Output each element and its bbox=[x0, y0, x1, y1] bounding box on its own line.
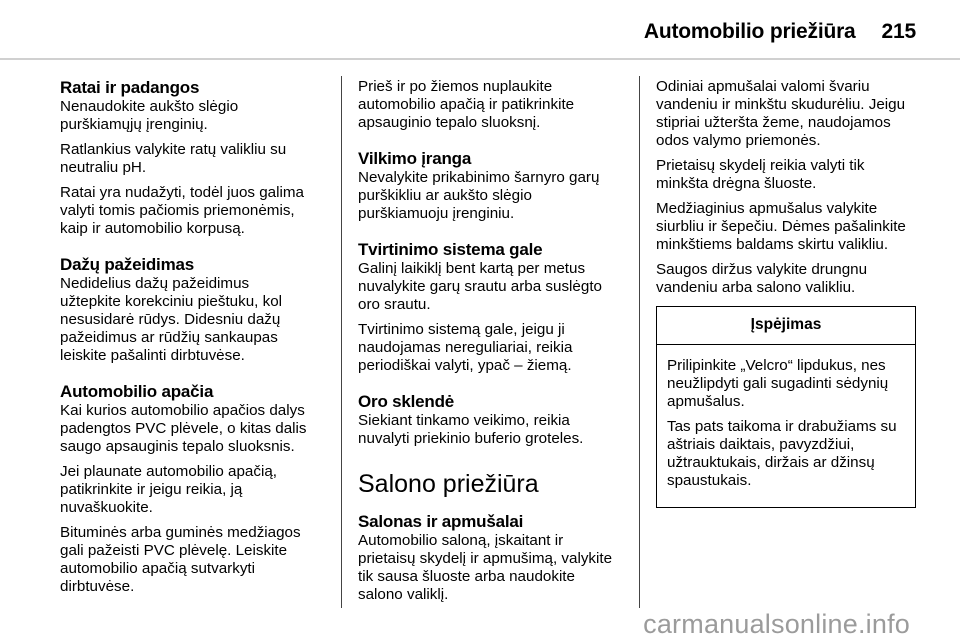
paragraph-underbody-2: Jei plaunate automobilio apačią, patikrinkite ir jeigu reikia, ją nuvaškuokite. bbox=[60, 463, 277, 516]
paragraph-underbody-4: Prieš ir po žiemos nuplaukite automobilio apačią ir patikrinkite apsauginio tepalo sluoksnį. bbox=[358, 78, 575, 131]
column-divider-2 bbox=[639, 76, 640, 608]
paragraph-rear-carrier-1: Galinį laikiklį bent kartą per metus nuvalykite garų srautu arba suslėgto oro srautu. bbox=[358, 260, 602, 313]
heading-air-flap: Oro sklendė bbox=[358, 392, 455, 411]
paragraph-seatbelts: Saugos diržus valykite drungnu vandeniu arba salono valikliu. bbox=[656, 261, 868, 296]
column-divider-1 bbox=[341, 76, 342, 608]
page-header bbox=[644, 20, 916, 44]
paragraph-interior-1: Automobilio saloną, įskaitant ir prietaisų skydelį ir apmušimą, valykite tik sausa šluoste arba naudokite salono valiklį. bbox=[358, 532, 613, 603]
paragraph-tires-1: Nenaudokite aukšto slėgio purškiamųjų įrenginių. bbox=[60, 98, 239, 133]
heading-paint-damage: Dažų pažeidimas bbox=[60, 255, 194, 274]
heading-underbody: Automobilio apačia bbox=[60, 382, 214, 401]
paragraph-underbody-1: Kai kurios automobilio apačios dalys padengtos PVC plėvele, o kitas dalis saugo apsauginis tepalo sluoksnis. bbox=[60, 402, 307, 455]
watermark: carmanualsonline.info bbox=[643, 609, 910, 639]
warning-title: Įspėjimas bbox=[657, 307, 915, 345]
warning-body bbox=[657, 345, 915, 507]
paragraph-air-flap-1: Siekiant tinkamo veikimo, reikia nuvalyti priekinio buferio groteles. bbox=[358, 412, 584, 447]
paragraph-rear-carrier-2: Tvirtinimo sistemą gale, jeigu ji naudojamas nereguliariai, reikia periodiškai valyti, ypač – žiemą. bbox=[358, 321, 573, 374]
warning-box bbox=[656, 306, 916, 508]
header-divider bbox=[0, 58, 960, 60]
section-title-interior-care: Salono priežiūra bbox=[358, 470, 539, 498]
heading-interior: Salonas ir apmušalai bbox=[358, 512, 524, 531]
paragraph-tires-2: Ratlankius valykite ratų valikliu su neutraliu pH. bbox=[60, 141, 287, 176]
heading-rear-carrier: Tvirtinimo sistema gale bbox=[358, 240, 543, 259]
heading-tires: Ratai ir padangos bbox=[60, 78, 200, 97]
paragraph-leather: Odiniai apmušalai valomi švariu vandeniu ir minkštu skudurėliu. Jeigu stipriai užteršta žeme, naudojamos odos valymo priemonės. bbox=[656, 78, 906, 149]
heading-towing: Vilkimo įranga bbox=[358, 149, 472, 168]
paragraph-paint-1: Nedidelius dažų pažeidimus užtepkite korekciniu pieštuku, kol nesusidarė rūdys. Didesniu dažų pažeidimus ar rūdžių sankaupas leiskite pašalinti dirbtuvėse. bbox=[60, 275, 283, 364]
warning-paragraph-2: Tas pats taikoma ir drabužiams su aštriais daiktais, pavyzdžiui, užtrauktukais, diržais ar džinsų spaustukais. bbox=[667, 418, 897, 489]
warning-paragraph-1: Prilipinkite „Velcro“ lipdukus, nes neužlipdyti gali sugadinti sėdynių apmušalus. bbox=[667, 357, 889, 410]
page-title: Automobilio priežiūra bbox=[643, 20, 856, 43]
paragraph-towing-1: Nevalykite prikabinimo šarnyro garų purškikliu ar aukšto slėgio purškiamuoju įrenginiu. bbox=[358, 169, 600, 222]
page-number: 215 bbox=[881, 20, 916, 43]
column-3 bbox=[656, 78, 922, 508]
paragraph-dashboard: Prietaisų skydelį reikia valyti tik minkšta drėgna šluoste. bbox=[656, 157, 865, 192]
column-1 bbox=[60, 78, 322, 603]
paragraph-fabric: Medžiaginius apmušalus valykite siurbliu ir šepečiu. Dėmes pašalinkite minkštiems baldams skirtu valikliu. bbox=[656, 200, 906, 253]
paragraph-underbody-3: Bituminės arba guminės medžiagos gali pažeisti PVC plėvelę. Leiskite automobilio apačią sutvarkyti dirbtuvėse. bbox=[60, 524, 301, 595]
column-2 bbox=[358, 78, 626, 611]
paragraph-tires-3: Ratai yra nudažyti, todėl juos galima valyti tomis pačiomis priemonėmis, kaip ir automobilio korpusą. bbox=[60, 184, 304, 237]
